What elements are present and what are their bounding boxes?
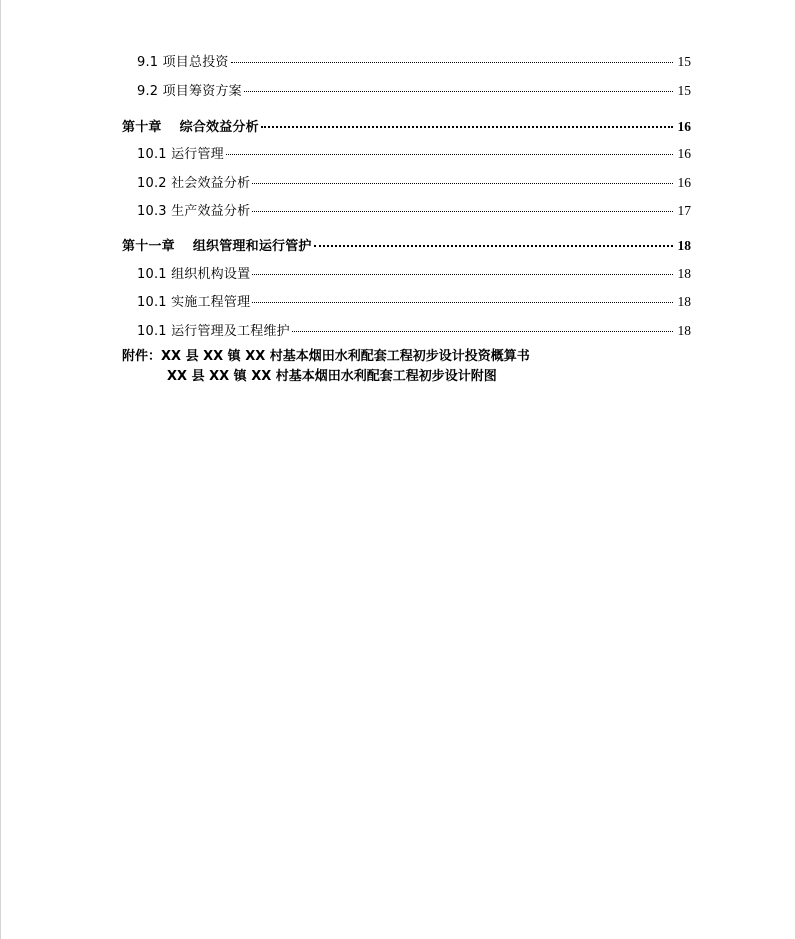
toc-page-number: 16	[677, 146, 691, 161]
toc-page-number: 17	[677, 203, 691, 218]
appendix-item: XX 县 XX 镇 XX 村基本烟田水利配套工程初步设计附图	[167, 369, 497, 384]
toc-entry-9-2[interactable]	[137, 81, 691, 101]
toc-page-number: 15	[677, 54, 691, 69]
toc-entry-title: 10.1 组织机构设置	[137, 267, 251, 282]
toc-page-number: 16	[677, 119, 691, 134]
dot-leader	[244, 91, 673, 92]
toc-entry-title: 10.2 社会效益分析	[137, 176, 251, 191]
toc-page-number: 16	[677, 175, 691, 190]
appendix-line-1	[122, 347, 530, 367]
dot-leader	[261, 126, 673, 128]
dot-leader	[231, 62, 673, 63]
dot-leader	[252, 274, 673, 275]
toc-page-number: 18	[677, 294, 691, 309]
toc-page-number: 15	[677, 83, 691, 98]
toc-page-number: 18	[677, 266, 691, 281]
toc-entry-11-2[interactable]	[137, 292, 691, 312]
toc-chapter-title	[122, 237, 312, 257]
chapter-name: 综合效益分析	[179, 120, 259, 135]
chapter-name: 组织管理和运行管护	[192, 239, 312, 254]
dot-leader	[292, 331, 673, 332]
toc-entry-title: 9.1 项目总投资	[137, 55, 229, 70]
dot-leader	[226, 154, 673, 155]
toc-entry-title: 10.3 生产效益分析	[137, 204, 251, 219]
dot-leader	[252, 302, 673, 303]
toc-page-number: 18	[677, 238, 691, 253]
appendix-line-2	[167, 367, 497, 387]
toc-entry-10-2[interactable]	[137, 173, 691, 193]
toc-entry-11-3[interactable]	[137, 321, 691, 341]
dot-leader	[252, 183, 673, 184]
toc-chapter-11[interactable]	[122, 236, 691, 256]
toc-entry-title: 10.1 运行管理及工程维护	[137, 324, 290, 339]
toc-entry-title: 9.2 项目筹资方案	[137, 84, 242, 99]
toc-chapter-10[interactable]	[122, 117, 691, 137]
toc-chapter-title	[122, 118, 259, 138]
toc-entry-title: 10.1 实施工程管理	[137, 295, 251, 310]
toc-page-number: 18	[677, 323, 691, 338]
chapter-number: 第十一章	[122, 239, 175, 254]
toc-entry-10-3[interactable]	[137, 201, 691, 221]
toc-entry-9-1[interactable]	[137, 52, 691, 72]
chapter-number: 第十章	[122, 120, 162, 135]
appendix-item: XX 县 XX 镇 XX 村基本烟田水利配套工程初步设计投资概算书	[161, 349, 530, 364]
toc-entry-11-1[interactable]	[137, 264, 691, 284]
dot-leader	[314, 245, 673, 247]
toc-entry-title: 10.1 运行管理	[137, 147, 224, 162]
dot-leader	[252, 211, 673, 212]
toc-entry-10-1[interactable]	[137, 144, 691, 164]
appendix-label: 附件：	[122, 349, 162, 364]
